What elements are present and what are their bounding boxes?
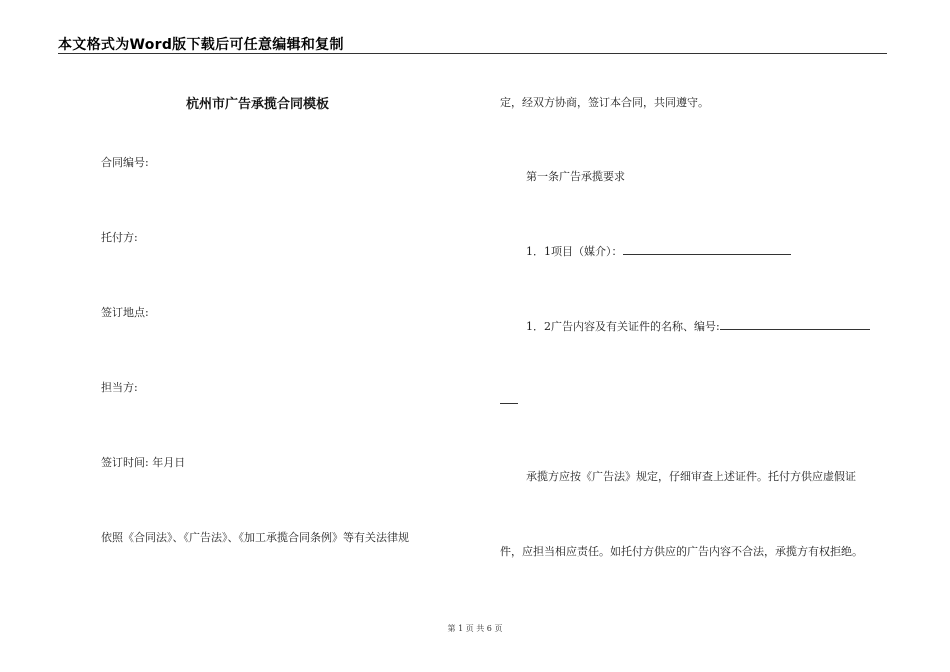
contract-number-label: 合同编号:: [101, 156, 149, 169]
article-1-heading: 第一条广告承揽要求: [526, 170, 625, 183]
blank-continuation-rule: [500, 403, 518, 404]
signing-time-label: 签订时间: 年月日: [101, 456, 186, 469]
signing-place-label: 签订地点:: [101, 306, 149, 319]
item-1-2-label: 1．2广告内容及有关证件的名称、编号:: [526, 320, 720, 333]
item-1-1-row: [526, 243, 791, 259]
review-paragraph-line-1: 承揽方应按《广告法》规定，仔细审查上述证件。托付方供应虚假证: [526, 470, 856, 483]
document-title: 杭州市广告承揽合同模板: [186, 97, 330, 112]
undertaker-label: 担当方:: [101, 381, 138, 394]
item-1-2-row: [526, 318, 870, 334]
page-number-footer: 第 1 页 共 6 页: [447, 624, 503, 633]
continuation-text: 定，经双方协商，签订本合同，共同遵守。: [500, 96, 709, 109]
download-banner: 本文格式为Word版下载后可任意编辑和复制: [58, 37, 344, 53]
consignor-label: 托付方:: [101, 231, 138, 244]
legal-basis-text: 依照《合同法》、《广告法》、《加工承揽合同条例》等有关法律规: [101, 531, 409, 544]
banner-divider: [58, 53, 887, 54]
item-1-2-blank: [720, 319, 870, 330]
review-paragraph-line-2: 件，应担当相应责任。如托付方供应的广告内容不合法，承揽方有权拒绝。: [500, 545, 863, 558]
item-1-1-label: 1．1项目（媒介）：: [526, 245, 623, 258]
item-1-1-blank: [623, 244, 791, 255]
